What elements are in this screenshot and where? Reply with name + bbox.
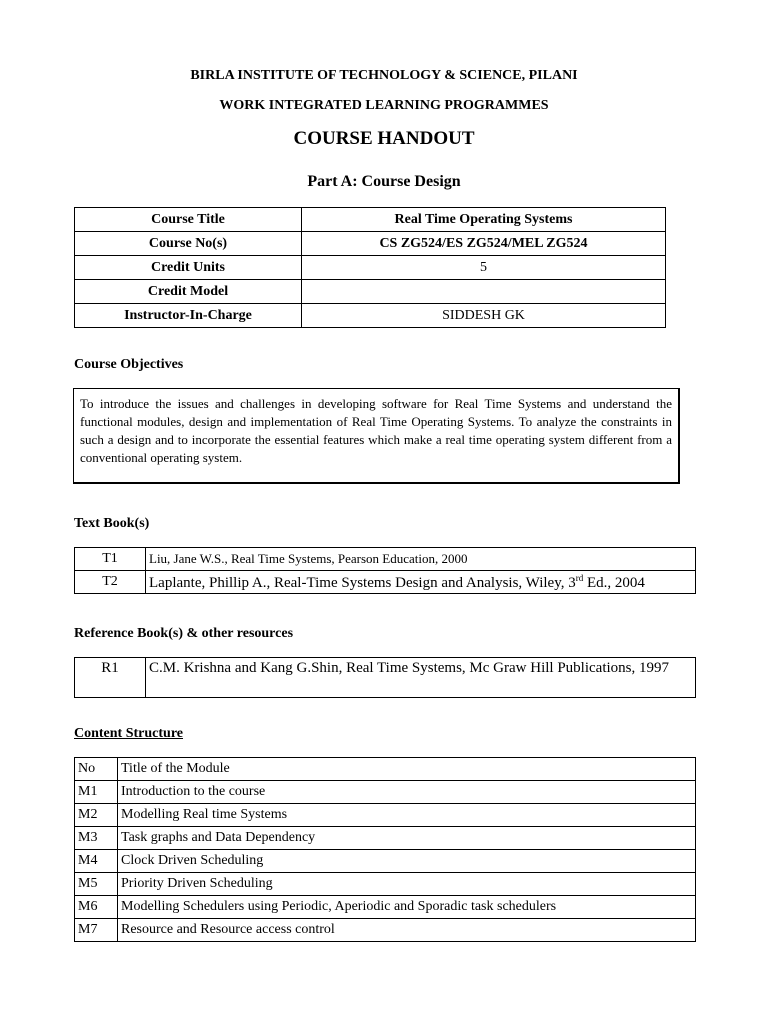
reference-book-id: R1 [75,658,146,698]
table-row [75,256,666,280]
module-no: M7 [75,919,118,942]
module-title: Modelling Schedulers using Periodic, Aperiodic and Sporadic task schedulers [118,896,696,919]
table-row [75,781,696,804]
table-row [75,232,666,256]
text-books-heading: Text Book(s) [74,516,150,531]
module-title: Introduction to the course [118,781,696,804]
module-no: M4 [75,850,118,873]
credit-model-value [302,280,666,304]
text-books-table [74,547,696,594]
credit-units-label: Credit Units [75,256,302,280]
course-no-value: CS ZG524/ES ZG524/MEL ZG524 [302,232,666,256]
module-no: M3 [75,827,118,850]
module-title: Modelling Real time Systems [118,804,696,827]
column-header-no: No [75,758,118,781]
column-header-title: Title of the Module [118,758,696,781]
course-no-label: Course No(s) [75,232,302,256]
module-no: M1 [75,781,118,804]
text-book-id: T2 [75,571,146,594]
table-row [75,571,696,594]
credit-units-value: 5 [302,256,666,280]
credit-model-label: Credit Model [75,280,302,304]
table-row [75,896,696,919]
module-title: Resource and Resource access control [118,919,696,942]
content-structure-table [74,757,696,942]
reference-book-entry: C.M. Krishna and Kang G.Shin, Real Time Systems, Mc Graw Hill Publications, 1997 [146,658,696,698]
course-title-label: Course Title [75,208,302,232]
module-title: Priority Driven Scheduling [118,873,696,896]
module-no: M2 [75,804,118,827]
text-book-entry-tail: Ed., 2004 [583,574,645,591]
text-book-entry [146,571,696,594]
programme-name: WORK INTEGRATED LEARNING PROGRAMMES [219,98,549,113]
part-title: Part A: Course Design [307,173,461,190]
table-row [75,548,696,571]
content-structure-heading: Content Structure [74,726,184,741]
table-row [75,919,696,942]
module-title: Clock Driven Scheduling [118,850,696,873]
table-row [75,280,666,304]
institute-name: BIRLA INSTITUTE OF TECHNOLOGY & SCIENCE, PILANI [190,68,578,83]
objectives-heading: Course Objectives [74,357,184,372]
table-header-row [75,758,696,781]
course-design-table [74,207,666,328]
table-row [75,208,666,232]
table-row [75,304,666,328]
text-book-entry: Liu, Jane W.S., Real Time Systems, Pearson Education, 2000 [146,548,696,571]
table-row [75,850,696,873]
module-no: M6 [75,896,118,919]
table-row [75,827,696,850]
module-no: M5 [75,873,118,896]
objectives-text: To introduce the issues and challenges in developing software for Real Time Systems and understand the functional modules, design and implementation of Real Time Operating Systems. To analyze the constraints in such a design and to incorporate the essential features which make a real time operating system different from a conventional operating system. [73,388,680,484]
text-book-id: T1 [75,548,146,571]
table-row [75,804,696,827]
module-title: Task graphs and Data Dependency [118,827,696,850]
reference-books-heading: Reference Book(s) & other resources [74,626,294,641]
table-row [75,873,696,896]
reference-books-table [74,657,696,698]
instructor-value: SIDDESH GK [302,304,666,328]
ordinal-suffix: rd [575,572,584,583]
document-title: COURSE HANDOUT [293,128,475,149]
text-book-entry-main: Laplante, Phillip A., Real-Time Systems Design and Analysis, Wiley, 3 [149,574,576,591]
instructor-label: Instructor-In-Charge [75,304,302,328]
table-row [75,658,696,698]
course-title-value: Real Time Operating Systems [302,208,666,232]
